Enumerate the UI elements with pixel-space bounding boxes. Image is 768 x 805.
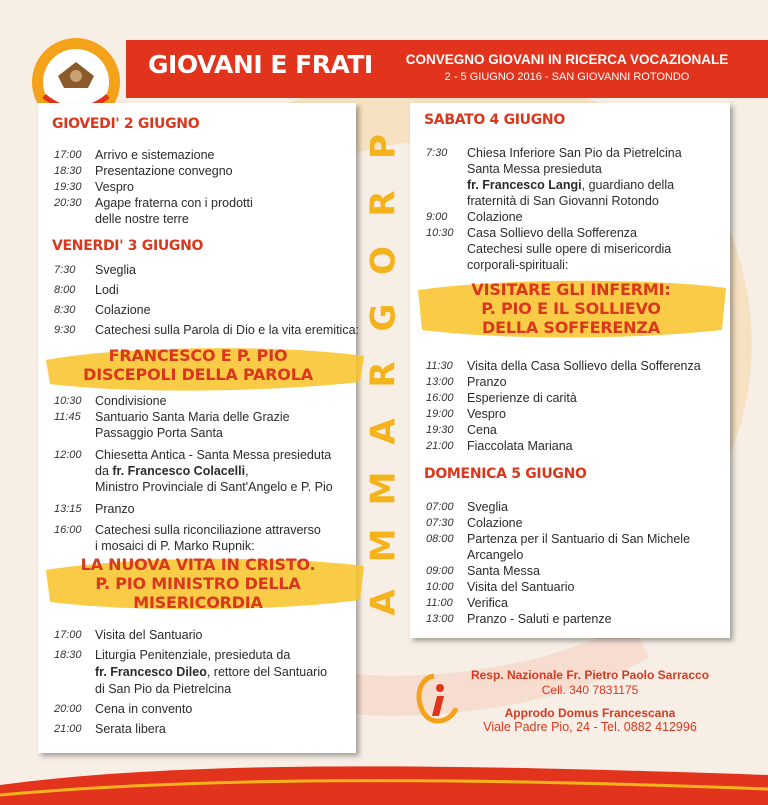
schedule-activity: Visita della Casa Sollievo della Sofferenza (467, 359, 701, 373)
schedule-activity: da fr. Francesco Colacelli, (95, 464, 249, 478)
letter: G (363, 303, 404, 332)
bottom-swoosh (0, 755, 768, 805)
schedule-time: 11:00 (426, 597, 453, 609)
schedule-activity: Visita del Santuario (467, 580, 575, 594)
letter: R (363, 361, 404, 388)
schedule-activity: Chiesa Inferiore San Pio da Pietrelcina (467, 146, 682, 160)
schedule-time: 16:00 (426, 392, 454, 404)
highlight-line: MISERICORDIA (133, 593, 263, 612)
letter: O (363, 246, 404, 275)
schedule-activity: Pranzo (95, 502, 135, 516)
schedule-time: 08:00 (426, 533, 454, 545)
schedule-activity: Catechesi sulle opere di misericordia (467, 242, 672, 256)
highlight-line: P. PIO MINISTRO DELLA (95, 574, 301, 593)
schedule-time: 11:30 (426, 360, 453, 372)
schedule-time: 09:00 (426, 565, 454, 577)
highlight-visitare (412, 280, 730, 337)
schedule-activity: Esperienze di carità (467, 391, 577, 405)
day-heading-saturday: SABATO 4 GIUGNO (424, 112, 565, 128)
contact-cell: Cell. 340 7831175 (541, 683, 639, 697)
letter: A (363, 589, 404, 616)
programma-vertical-label (364, 118, 404, 631)
schedule-time: 19:30 (54, 181, 82, 193)
letter: A (363, 418, 404, 445)
schedule-activity: Cena in convento (95, 702, 193, 716)
info-icon (412, 672, 458, 724)
schedule-activity: Passaggio Porta Santa (95, 426, 223, 440)
highlight-line: P. PIO E IL SOLLIEVO (481, 299, 661, 318)
schedule-time: 10:30 (426, 227, 454, 239)
highlight-line: LA NUOVA VITA IN CRISTO. (80, 555, 316, 574)
schedule-activity: Vespro (95, 180, 134, 194)
contact-address: Viale Padre Pio, 24 - Tel. 0882 412996 (483, 720, 697, 734)
contact-responsible: Resp. Nazionale Fr. Pietro Paolo Sarracco (470, 668, 710, 682)
speaker-name: fr. Francesco Langi (467, 178, 582, 192)
letter: P (363, 134, 404, 159)
schedule-activity: Ministro Provinciale di Sant'Angelo e P. Pio (95, 480, 333, 494)
schedule-activity: Chiesetta Antica - Santa Messa presieduta (95, 448, 332, 462)
schedule-time: 8:30 (54, 304, 76, 316)
schedule-time: 13:00 (426, 376, 454, 388)
schedule-activity: Pranzo (467, 375, 507, 389)
schedule-time: 17:00 (54, 629, 82, 641)
schedule-activity: Casa Sollievo della Sofferenza (467, 226, 638, 240)
schedule-time: 9:00 (426, 211, 448, 223)
event-dates: 2 - 5 GIUGNO 2016 - SAN GIOVANNI ROTONDO (444, 71, 690, 83)
event-subtitle: CONVEGNO GIOVANI IN RICERCA VOCAZIONALE (405, 52, 729, 67)
schedule-activity: Santa Messa (467, 564, 540, 578)
schedule-time: 18:30 (54, 165, 82, 177)
schedule-time: 16:00 (54, 524, 82, 536)
schedule-time: 8:00 (54, 284, 76, 296)
schedule-activity: Catechesi sulla riconciliazione attraverso (95, 523, 321, 537)
day-heading-thursday: GIOVEDI' 2 GIUGNO (52, 116, 200, 132)
schedule-activity: Condivisione (95, 394, 167, 408)
letter: R (363, 190, 404, 217)
schedule-activity: Presentazione convegno (95, 164, 233, 178)
schedule-activity: Sveglia (95, 263, 136, 277)
schedule-activity: Cena (467, 423, 497, 437)
letter: M (363, 471, 404, 506)
schedule-time: 07:00 (426, 501, 454, 513)
schedule-activity: Colazione (467, 516, 523, 530)
highlight-line: VISITARE GLI INFERMI: (471, 280, 671, 299)
schedule-activity: Pranzo - Saluti e partenze (467, 612, 612, 626)
schedule-time: 10:00 (426, 581, 454, 593)
highlight-line: DELLA SOFFERENZA (482, 318, 660, 337)
schedule-time: 11:45 (54, 411, 81, 423)
schedule-activity: Sveglia (467, 500, 508, 514)
schedule-activity: Catechesi sulla Parola di Dio e la vita eremitica: (95, 323, 360, 337)
schedule-activity: di San Pio da Pietrelcina (95, 682, 232, 696)
schedule-activity: fr. Francesco Dileo, rettore del Santuario (95, 665, 328, 679)
schedule-activity: delle nostre terre (95, 212, 189, 226)
highlight-nuova-vita (40, 555, 356, 612)
schedule-activity: Partenza per il Santuario di San Michele (467, 532, 691, 546)
highlight-line: FRANCESCO E P. PIO (108, 346, 288, 365)
schedule-activity: fraternità di San Giovanni Rotondo (467, 194, 659, 208)
schedule-activity: Visita del Santuario (95, 628, 203, 642)
schedule-activity: Arcangelo (467, 548, 524, 562)
speaker-name: fr. Francesco Dileo (95, 665, 207, 679)
schedule-time: 07:30 (426, 517, 454, 529)
schedule-time: 13:00 (426, 613, 454, 625)
schedule-time: 12:00 (54, 449, 82, 461)
schedule-activity: Agape fraterna con i prodotti (95, 196, 253, 210)
schedule-activity: Lodi (95, 283, 119, 297)
schedule-time: 17:00 (54, 149, 82, 161)
schedule-activity: Colazione (95, 303, 151, 317)
schedule-activity: Santuario Santa Maria delle Grazie (95, 410, 290, 424)
schedule-time: 7:30 (426, 147, 448, 159)
schedule-time: 7:30 (54, 264, 76, 276)
schedule-activity: Fiaccolata Mariana (467, 439, 573, 453)
schedule-time: 21:00 (54, 723, 82, 735)
schedule-activity: Colazione (467, 210, 523, 224)
schedule-activity: Vespro (467, 407, 506, 421)
schedule-time: 9:30 (54, 324, 76, 336)
schedule-activity: fr. Francesco Langi, guardiano della (467, 178, 675, 192)
contact-venue: Approdo Domus Francescana (504, 706, 676, 720)
schedule-activity: Liturgia Penitenziale, presieduta da (95, 648, 291, 662)
schedule-time: 18:30 (54, 649, 82, 661)
schedule-time: 19:00 (426, 408, 454, 420)
highlight-francesco (40, 346, 356, 384)
schedule-activity: Santa Messa presieduta (467, 162, 602, 176)
schedule-time: 20:00 (54, 703, 82, 715)
schedule-time: 21:00 (426, 440, 454, 452)
highlight-line: DISCEPOLI DELLA PAROLA (83, 365, 313, 384)
speaker-name: fr. Francesco Colacelli (112, 464, 246, 478)
day-heading-sunday: DOMENICA 5 GIUGNO (424, 466, 587, 482)
schedule-activity: Arrivo e sistemazione (95, 148, 215, 162)
schedule-activity: i mosaici di P. Marko Rupnik: (95, 539, 255, 553)
schedule-time: 10:30 (54, 395, 82, 407)
event-title: GIOVANI E FRATI (148, 50, 373, 79)
schedule-activity: corporali-spirituali: (467, 258, 569, 272)
schedule-activity: Verifica (467, 596, 508, 610)
letter: M (363, 528, 404, 563)
schedule-activity: Serata libera (95, 722, 166, 736)
day-heading-friday: VENERDI' 3 GIUGNO (52, 238, 204, 254)
schedule-time: 20:30 (54, 197, 82, 209)
schedule-time: 13:15 (54, 503, 82, 515)
schedule-time: 19:30 (426, 424, 454, 436)
